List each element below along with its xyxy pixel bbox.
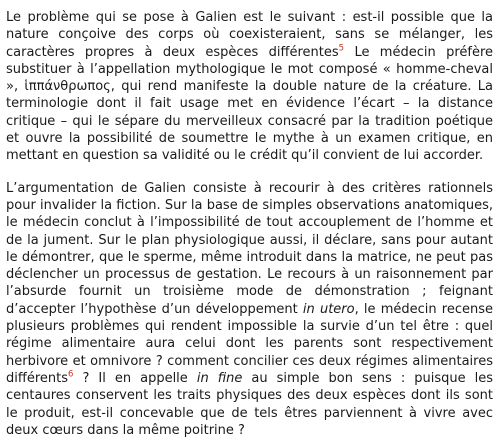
- footnote-ref-5[interactable]: 5: [338, 43, 345, 54]
- paragraph-text: Le médecin préfère substituer à l’appellation mythologique le mot composé « homme-cheval », ἱππάνθρωπος, qui rend manifeste la double nature de la créature. La terminologie dont il fait usage met en évidence l’écart – la distance critique – qui le sépare du merveilleux consacré par la tradition poétique et ouvre la possibilité de soumettre le mythe à un examen critique, en mettant en question sa validité ou le crédit qu’il convient de lui accorder.: [6, 44, 494, 164]
- paragraph-galien-argumentation: [6, 180, 493, 439]
- paragraph-text: ? Il en appelle: [73, 370, 197, 386]
- paragraph-text: Le problème qui se pose à Galien est le suivant : est-il possible que la nature conçoive des corps où coexisteraient, sans se mélanger, les caractères propres à deux espèces différentes: [6, 10, 493, 60]
- paragraph-text: , le médecin recense plusieurs problèmes qui rendent impossible la survie d’un tel être : quel régime alimentaire aura celui dont les parents sont respectivement herbivore et omnivore ? comment concilier ces deux régimes alimentaires différents: [6, 301, 493, 386]
- paragraph-galien-problem: [6, 9, 493, 165]
- paragraph-text: L’argumentation de Galien consiste à recourir à des critères rationnels pour invalider la fiction. Sur la base de simples observations anatomiques, le médecin conclut à l’impossibilité de tout accouplement de l’homme et de la jument. Sur le plan physiologique aussi, il déclare, sans pour autant le démontrer, que le sperme, même introduit dans la matrice, ne peut pas déclencher un processus de gestation. Le recours à un raisonnement par l’absurde fournit un troisième mode de démonstration ; feignant d’accepter l’hypothèse d’un développement: [6, 180, 493, 317]
- italic-term-in-utero: in utero: [302, 301, 355, 317]
- italic-term-in-fine: in fine: [196, 370, 243, 386]
- paragraph-text: au simple bon sens : puisque les centaures conservent les traits physiques des deux espèces dont ils sont le produit, est-il concevable que de tels êtres parviennent à vivre avec deux cœurs dans la même poitrine ?: [6, 370, 493, 438]
- footnote-ref-6[interactable]: 6: [68, 369, 74, 380]
